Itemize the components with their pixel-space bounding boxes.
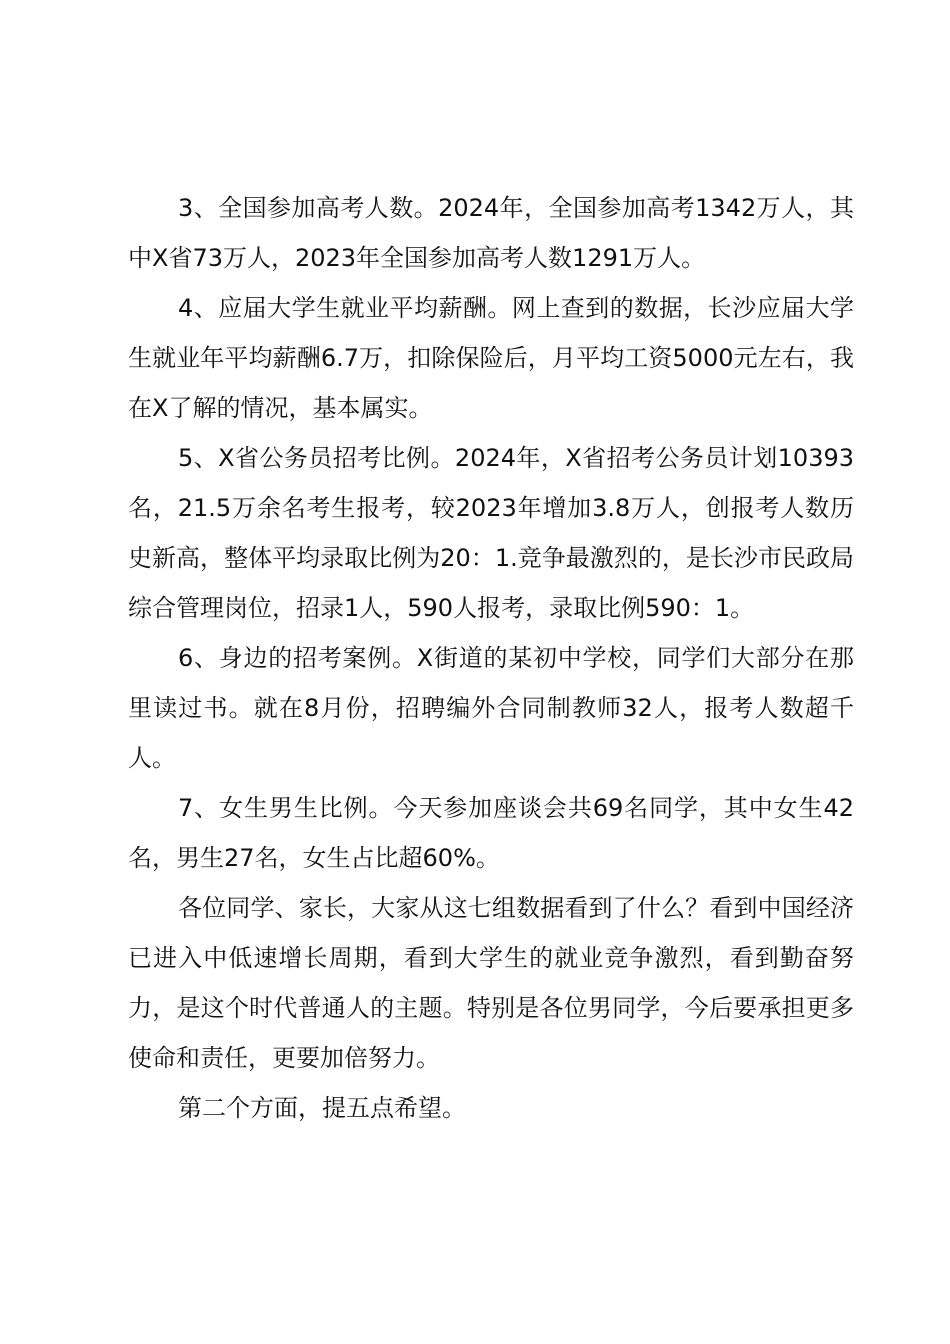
paragraph-graduate-salary: 4、应届大学生就业平均薪酬。网上查到的数据，长沙应届大学生就业年平均薪酬6.7万，扣除保险后，月平均工资5000元左右，我在X了解的情况，基本属实。	[128, 294, 854, 422]
paragraph-gender-ratio: 7、女生男生比例。今天参加座谈会共69名同学，其中女生42名，男生27名，女生占比超60%。	[128, 794, 854, 872]
paragraph-local-hiring-case: 6、身边的招考案例。X街道的某初中学校，同学们大部分在那里读过书。就在8月份，招聘编外合同制教师32人，报考人数超千人。	[128, 644, 854, 772]
paragraph-college-exam-count: 3、全国参加高考人数。2024年，全国参加高考1342万人，其中X省73万人，2023年全国参加高考人数1291万人。	[128, 194, 854, 272]
paragraph-civil-service-ratio: 5、X省公务员招考比例。2024年，X省招考公务员计划10393名，21.5万余名考生报考，较2023年增加3.8万人，创报考人数历史新高，整体平均录取比例为20：1.竞争最激烈的，是长沙市民政局综合管理岗位，招录1人，590人报考，录取比例590：1。	[128, 444, 854, 622]
document-body	[128, 183, 854, 1133]
paragraph-second-aspect: 第二个方面，提五点希望。	[178, 1094, 466, 1122]
paragraph-summary: 各位同学、家长，大家从这七组数据看到了什么？看到中国经济已进入中低速增长周期，看到大学生的就业竞争激烈，看到勤奋努力，是这个时代普通人的主题。特别是各位男同学，今后要承担更多使命和责任，更要加倍努力。	[128, 894, 854, 1072]
